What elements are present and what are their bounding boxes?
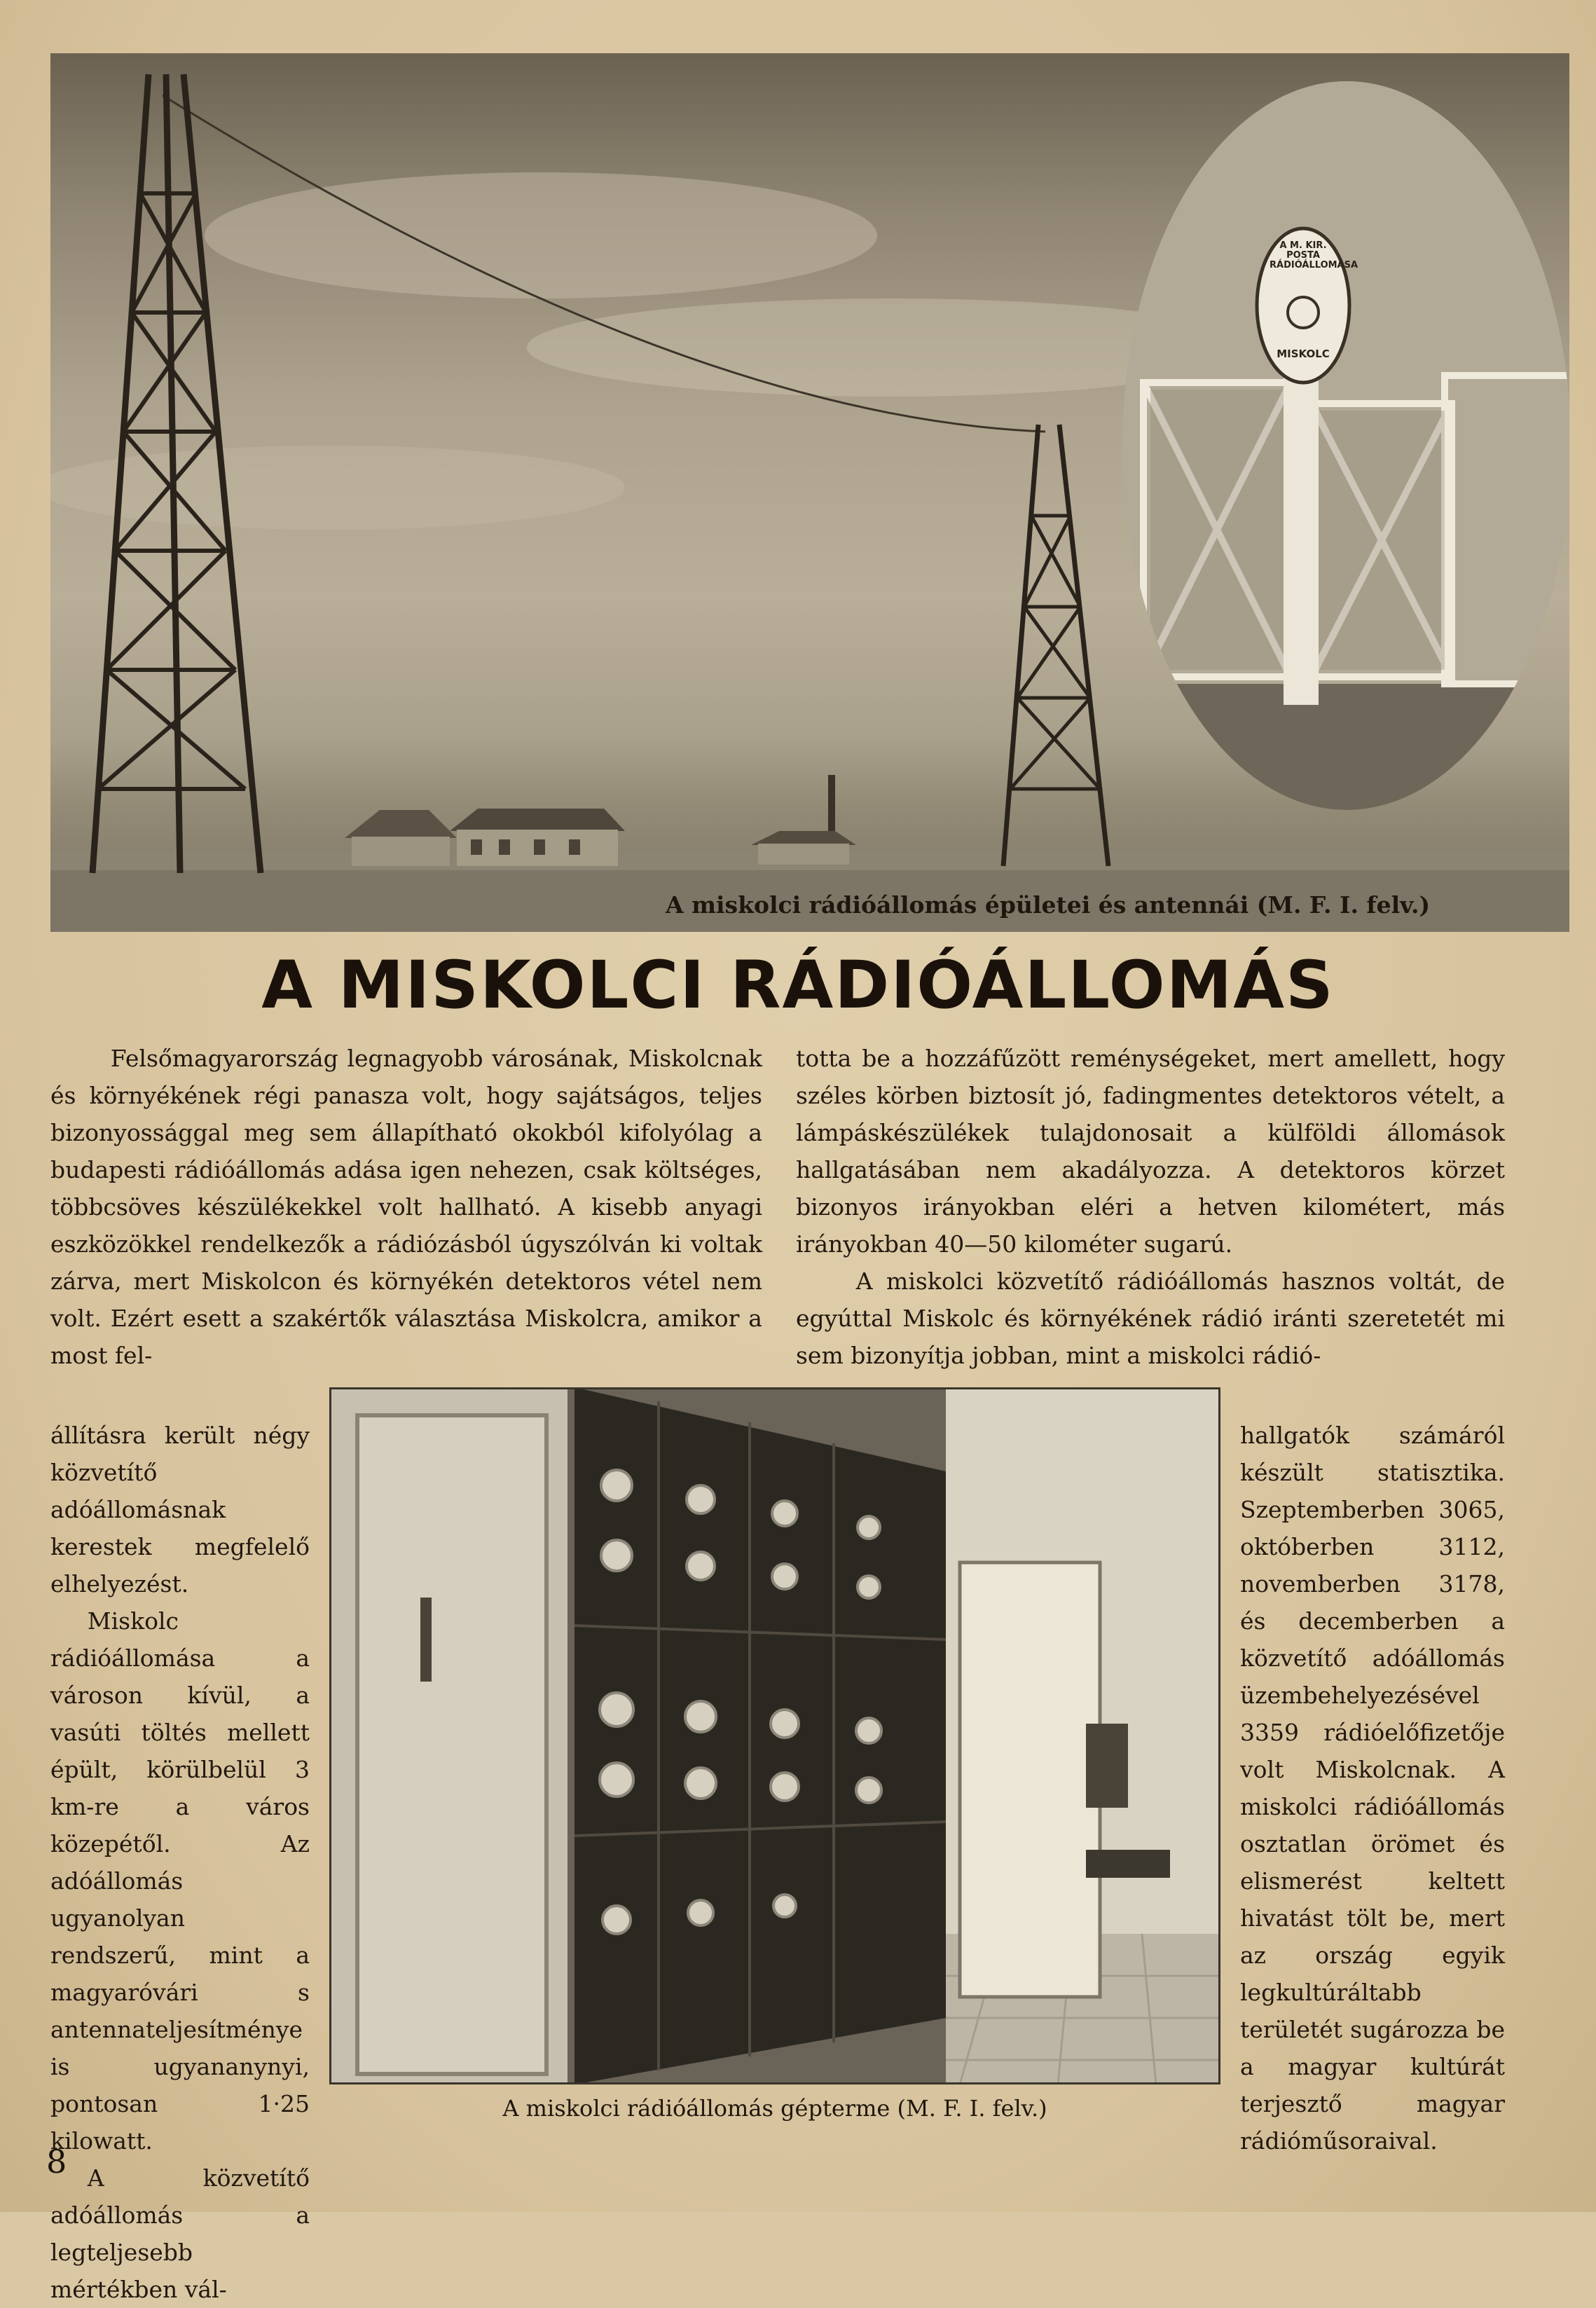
antenna-photo bbox=[50, 53, 1569, 932]
page-title: A MISKOLCI RÁDIÓÁLLOMÁS bbox=[261, 947, 1335, 1024]
antenna-photo-caption: A miskolci rádióállomás épületei és antennái (M. F. I. felv.) bbox=[666, 891, 1431, 919]
paragraph-location: Miskolc rádióállomása a városon kívül, a vasúti töltés mellett épült, körülbelül 3 km-re a város közepétől. Az adóállomás ugyanolyan rendszerű, mint a magyaróvári s antennateljesítménye is ugyananynyi, pontosan 1·25 kilowatt. bbox=[50, 1607, 310, 2155]
machine-room-photo bbox=[329, 1387, 1220, 2084]
paragraph-reception: totta be a hozzáfűzött reménységeket, mert amellett, hogy széles körben biztosít jó, fadingmentes detektoros vételt, a lámpáskészülékek tulajdonosait a külföldi állomások hallgatásában nem akadályozza. A detektoros körzet bizonyos irányokban eléri a hetven kilométert, más irányokban 40—50 kilométer sugarú. bbox=[796, 1045, 1505, 1258]
page-number: 8 bbox=[46, 2143, 67, 2180]
sign-text-top: A M. KIR. POSTA RÁDIÓÁLLOMÁSA bbox=[1270, 240, 1358, 270]
paragraph-statistics-intro: A miskolci közvetítő rádióállomás hasznos voltát, de egyúttal Miskolc és környékének rádió iránti szeretetét mi sem bizonyítja jobban, mint a miskolci rádió- bbox=[796, 1268, 1505, 1369]
machine-room-illustration bbox=[329, 1387, 1220, 2084]
paragraph-conclusion-start: A közvetítő adóállomás a legteljesebb mértékben vál- bbox=[50, 2164, 310, 2303]
article-column-right-bottom bbox=[1240, 1417, 1505, 2159]
article-column-left-top bbox=[50, 1040, 762, 1374]
machine-room-photo-caption: A miskolci rádióállomás gépterme (M. F. I. felv.) bbox=[502, 2095, 1047, 2122]
paragraph-intro: Felsőmagyarország legnagyobb városának, Miskolcnak és környékének régi panasza volt, hogy sajátságos, teljes bizonyossággal meg sem állapítható okokból kifolyólag a budapesti rádióállomás adása igen nehezen, csak költséges, többcsöves készülékekkel volt hallható. A kisebb anyagi eszközökkel rendelkezők a rádiózásból úgyszólván ki voltak zárva, mert Miskolcon és környékén detektoros vétel nem volt. Ezért esett a szakértők választása Miskolcra, amikor a most fel- bbox=[50, 1045, 762, 1369]
article-column-left-bottom bbox=[50, 1417, 310, 2308]
sign-text-bottom: MISKOLC bbox=[1277, 348, 1330, 360]
paragraph-placement: állításra került négy közvetítő adóállomásnak kerestek megfelelő elhelyezést. bbox=[50, 1422, 310, 1598]
antenna-photo-illustration bbox=[50, 53, 1569, 932]
article-column-right-top bbox=[796, 1040, 1505, 1374]
paragraph-statistics: hallgatók számáról készült statisztika. Szeptemberben 3065, októberben 3112, novemberben 3178, és decemberben a közvetítő adóállomás üzembehelyezésével 3359 rádióelőfizetője volt Miskolcnak. A miskolci rádióállomás osztatlan örömet és elismerést keltett hivatást tölt be, mert az ország egyik legkultúráltabb területét sugározza be a magyar kultúrát terjesztő magyar rádióműsoraival. bbox=[1240, 1422, 1505, 2155]
